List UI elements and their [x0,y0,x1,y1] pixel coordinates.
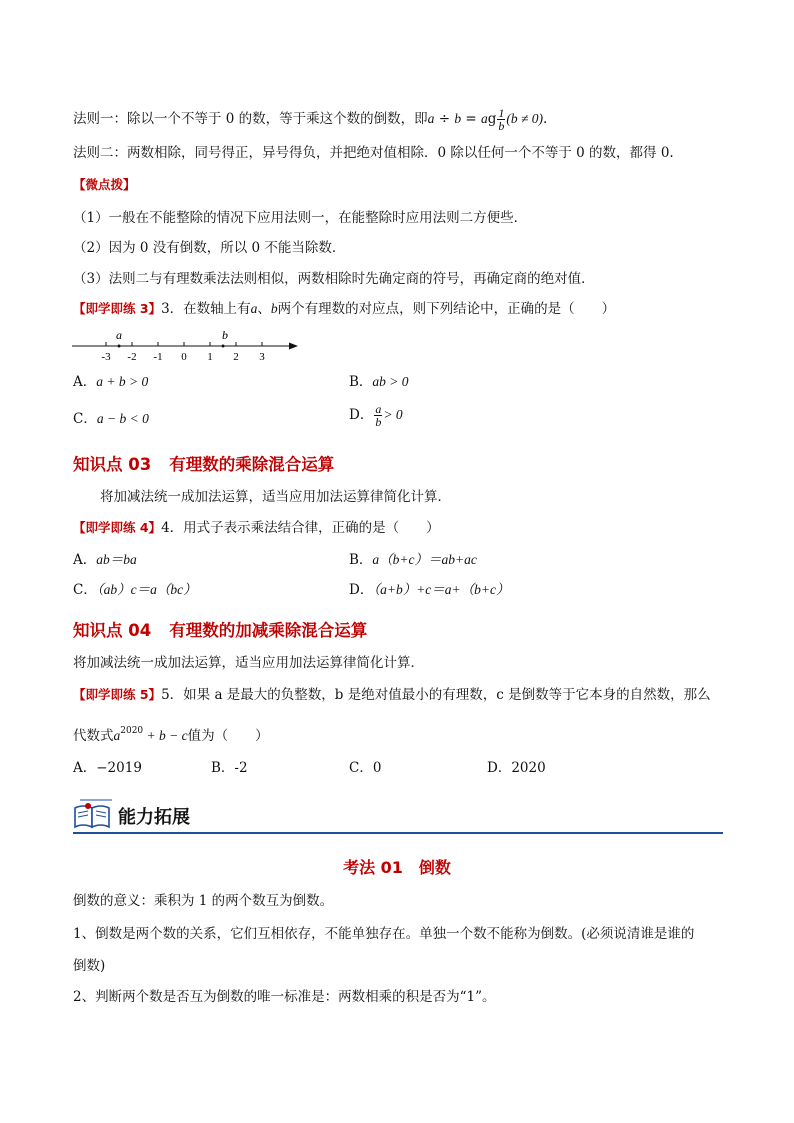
kp-label: 知识点 03 [73,455,152,474]
kp-title: 有理数的加减乘除混合运算 [169,621,368,640]
question-4-tag: 【即学即练 4】 [73,520,162,535]
option-letter: A． [73,552,97,568]
question-3-text1: 3．在数轴上有 [161,301,251,317]
fraction-denominator: b [375,415,382,429]
option-letter: D． [349,407,374,423]
q3-option-b[interactable] [349,373,409,391]
question-5-post: 值为（ ） [187,728,269,744]
book-icon [72,796,114,832]
tip-2: （2）因为 0 没有倒数，所以 0 不能当除数． [73,240,346,256]
knowledge-point-03 [73,451,334,475]
option-expr: -2 [234,760,248,776]
option-expr: 2020 [511,760,546,776]
option-letter: D． [487,760,512,776]
question-5-line2 [73,722,269,745]
option-expr: a + b > 0 [96,374,149,389]
question-3-tag: 【即学即练 3】 [73,301,162,316]
book-icon-right-page [92,806,109,827]
q3-option-a[interactable] [73,373,148,391]
tip-3: （3）法则二与有理数乘法法则相似，两数相除时先确定商的符号，再确定商的绝对值． [73,271,595,287]
formula-a: a [427,111,435,126]
option-letter: C． [349,760,373,776]
q4-option-a[interactable] [73,551,137,569]
option-letter: C． [73,411,97,427]
option-expr: a − b < 0 [96,411,149,426]
question-5-pre: 代数式 [73,728,114,744]
formula-a2: a [480,111,488,126]
tip-title: 【微点拨】 [73,177,136,192]
option-expr: ab > 0 [372,374,409,389]
point-1-line1: 1、倒数是两个数的关系，它们互相依存，不能单独存在。单独一个数不能称为倒数。(必须说清谁是谁的 [73,926,695,942]
tick-label: -1 [153,351,163,363]
knowledge-point-04 [73,617,367,641]
q3-option-d[interactable] [349,403,403,428]
option-expr: （a+b）+c＝a+（b+c） [373,582,510,597]
formula-g: g [487,111,497,127]
formula-fraction [497,107,505,132]
question-5-text: 5．如果 a 是最大的负整数，b 是绝对值最小的有理数，c 是倒数等于它本身的自然数，那么 [161,687,711,703]
tick-label: -3 [101,351,111,363]
tip-1: （1）一般在不能整除的情况下应用法则一，在能整除时应用法则二方便些． [73,210,528,226]
question-4-text: 4．用式子表示乘法结合律，正确的是（ ） [161,520,440,536]
formula-b: b [454,111,462,126]
formula-end: . [543,111,548,127]
question-3-var-b: b [270,301,278,316]
question-4 [73,519,440,537]
expr-exponent: 2020 [120,726,144,736]
formula-eq: = [461,111,481,127]
option-expr: 0 [372,760,382,776]
number-line-arrow [289,343,298,350]
question-3-text2: 两个有理数的对应点，则下列结论中，正确的是（ ） [277,301,616,317]
fraction-numerator: a [375,402,382,416]
option-expr: （ab）c＝a（bc） [96,582,197,597]
option-letter: B． [211,760,235,776]
method-01-title [0,855,794,878]
q4-option-c[interactable] [73,581,197,599]
option-letter: A． [73,374,97,390]
book-icon-dot [85,803,91,809]
point-a-label: a [116,328,122,342]
tick-label: -2 [127,351,137,363]
formula-div: ÷ [434,111,455,127]
question-5-tag: 【即学即练 5】 [73,687,162,702]
method-title: 倒数 [418,858,451,877]
point-b-label: b [222,328,228,342]
q3-option-c[interactable] [73,410,149,428]
q4-option-b[interactable] [349,551,477,569]
option-expr: −2019 [96,760,142,776]
expr-base: a [113,728,121,743]
tick-label: 1 [207,351,213,363]
tick-label: 2 [233,351,239,363]
meaning-text: 倒数的意义：乘积为 1 的两个数互为倒数。 [73,893,334,909]
kp-title: 有理数的乘除混合运算 [169,455,335,474]
rule-two: 法则二：两数相除，同号得正，异号得负，并把绝对值相除．0 除以任何一个不等于 0 的数，都得 0. [73,145,674,161]
kp-label: 知识点 04 [73,621,152,640]
expr-rest: + b − c [143,728,188,743]
ability-header-title: 能力拓展 [118,807,190,828]
option-letter: D． [349,582,374,598]
question-3-var-a: a [250,301,258,316]
question-5 [73,686,711,704]
fraction-denominator: b [498,119,505,133]
number-line [70,326,302,366]
rule-one-text: 法则一：除以一个不等于 0 的数，等于乘这个数的倒数，即 [73,111,428,127]
tick-label: 0 [181,351,187,363]
option-expr: ab＝ba [96,552,137,567]
option-letter: C． [73,582,97,598]
option-d-fraction [374,403,382,428]
tick-label: 3 [259,351,265,363]
kp03-text: 将加减法统一成加法运算，适当应用加法运算律简化计算． [100,489,451,505]
option-expr: a（b+c）＝ab+ac [372,552,477,567]
book-icon-left-page [75,806,92,827]
rule-one [73,107,547,132]
q5-option-d[interactable] [487,759,546,777]
kp04-text: 将加减法统一成加法运算，适当应用加法运算律简化计算． [73,655,424,671]
fraction-numerator: 1 [498,106,505,120]
q5-option-b[interactable] [211,759,248,777]
q4-option-d[interactable] [349,581,510,599]
point-1-line2: 倒数) [73,958,106,974]
point-a [118,345,121,348]
q5-option-a[interactable] [73,759,142,777]
option-letter: A． [73,760,97,776]
point-2: 2、判断两个数是否互为倒数的唯一标准是：两数相乘的积是否为“1”。 [73,989,496,1005]
method-label: 考法 01 [343,858,403,877]
question-3-sep: 、 [257,301,271,317]
formula-condition: (b ≠ 0) [506,111,544,126]
question-3 [73,300,615,318]
q5-option-c[interactable] [349,759,381,777]
point-b [222,345,225,348]
ability-header-rule [73,832,723,834]
option-letter: B． [349,374,373,390]
option-expr: > 0 [383,407,403,422]
option-letter: B． [349,552,373,568]
